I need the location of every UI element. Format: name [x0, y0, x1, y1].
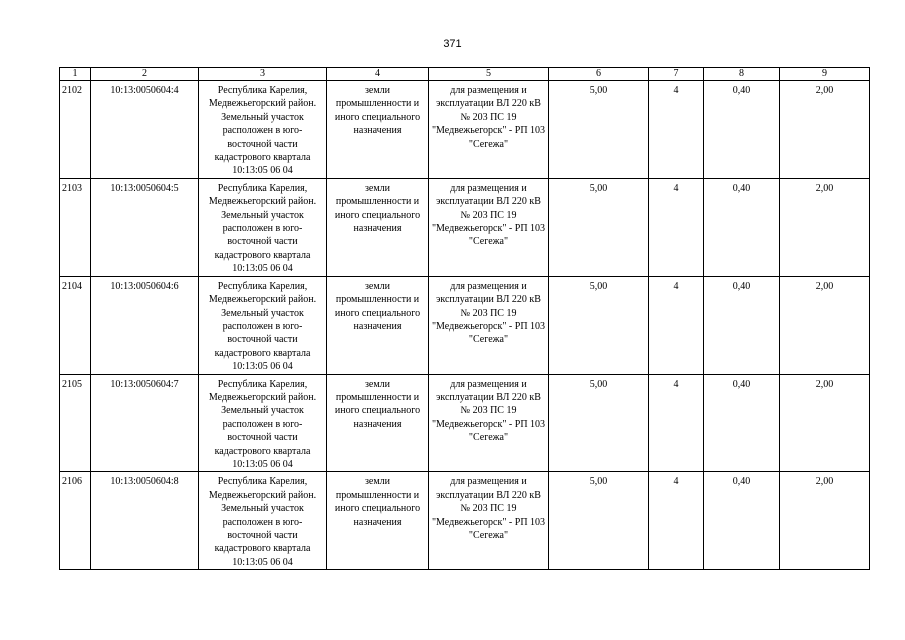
value-cell-6: 5,00	[549, 276, 649, 374]
table-row	[60, 81, 870, 179]
table-row	[60, 178, 870, 276]
location-cell: Республика Карелия, Медвежьегорский район. Земельный участок расположен в юго-восточной части кадастрового квартала 10:13:05 06 04	[199, 472, 327, 570]
value-cell-8: 0,40	[704, 276, 780, 374]
column-header: 7	[649, 68, 704, 81]
land-category-cell: земли промышленности и иного специального назначения	[327, 81, 429, 179]
row-number-cell: 2106	[60, 472, 91, 570]
column-header: 6	[549, 68, 649, 81]
cadastral-number-cell: 10:13:0050604:4	[91, 81, 199, 179]
value-cell-8: 0,40	[704, 178, 780, 276]
table-header-row	[60, 68, 870, 81]
value-cell-9: 2,00	[780, 374, 870, 472]
value-cell-9: 2,00	[780, 81, 870, 179]
row-number-cell: 2104	[60, 276, 91, 374]
value-cell-6: 5,00	[549, 81, 649, 179]
column-header: 5	[429, 68, 549, 81]
row-number-cell: 2103	[60, 178, 91, 276]
row-number-cell: 2105	[60, 374, 91, 472]
permitted-use-cell: для размещения и эксплуатации ВЛ 220 кВ № 203 ПС 19 "Медвежьегорск" - РП 103 "Сегежа"	[429, 472, 549, 570]
column-header: 2	[91, 68, 199, 81]
land-category-cell: земли промышленности и иного специального назначения	[327, 374, 429, 472]
table-row	[60, 276, 870, 374]
land-category-cell: земли промышленности и иного специального назначения	[327, 472, 429, 570]
row-number-cell: 2102	[60, 81, 91, 179]
permitted-use-cell: для размещения и эксплуатации ВЛ 220 кВ № 203 ПС 19 "Медвежьегорск" - РП 103 "Сегежа"	[429, 374, 549, 472]
value-cell-7: 4	[649, 178, 704, 276]
value-cell-8: 0,40	[704, 81, 780, 179]
column-header: 3	[199, 68, 327, 81]
value-cell-9: 2,00	[780, 472, 870, 570]
column-header: 8	[704, 68, 780, 81]
cadastral-number-cell: 10:13:0050604:5	[91, 178, 199, 276]
permitted-use-cell: для размещения и эксплуатации ВЛ 220 кВ № 203 ПС 19 "Медвежьегорск" - РП 103 "Сегежа"	[429, 81, 549, 179]
cadastral-number-cell: 10:13:0050604:6	[91, 276, 199, 374]
permitted-use-cell: для размещения и эксплуатации ВЛ 220 кВ № 203 ПС 19 "Медвежьегорск" - РП 103 "Сегежа"	[429, 276, 549, 374]
page-number: 371	[443, 38, 462, 50]
value-cell-8: 0,40	[704, 374, 780, 472]
cadastral-number-cell: 10:13:0050604:7	[91, 374, 199, 472]
cadastral-number-cell: 10:13:0050604:8	[91, 472, 199, 570]
column-header: 9	[780, 68, 870, 81]
land-category-cell: земли промышленности и иного специального назначения	[327, 178, 429, 276]
value-cell-9: 2,00	[780, 276, 870, 374]
land-plots-table	[59, 67, 870, 570]
column-header: 4	[327, 68, 429, 81]
value-cell-6: 5,00	[549, 374, 649, 472]
location-cell: Республика Карелия, Медвежьегорский район. Земельный участок расположен в юго-восточной части кадастрового квартала 10:13:05 06 04	[199, 178, 327, 276]
value-cell-7: 4	[649, 276, 704, 374]
location-cell: Республика Карелия, Медвежьегорский район. Земельный участок расположен в юго-восточной части кадастрового квартала 10:13:05 06 04	[199, 374, 327, 472]
location-cell: Республика Карелия, Медвежьегорский район. Земельный участок расположен в юго-восточной части кадастрового квартала 10:13:05 06 04	[199, 81, 327, 179]
value-cell-7: 4	[649, 81, 704, 179]
value-cell-6: 5,00	[549, 472, 649, 570]
location-cell: Республика Карелия, Медвежьегорский район. Земельный участок расположен в юго-восточной части кадастрового квартала 10:13:05 06 04	[199, 276, 327, 374]
value-cell-8: 0,40	[704, 472, 780, 570]
land-category-cell: земли промышленности и иного специального назначения	[327, 276, 429, 374]
permitted-use-cell: для размещения и эксплуатации ВЛ 220 кВ № 203 ПС 19 "Медвежьегорск" - РП 103 "Сегежа"	[429, 178, 549, 276]
table-row	[60, 472, 870, 570]
value-cell-6: 5,00	[549, 178, 649, 276]
column-header: 1	[60, 68, 91, 81]
value-cell-9: 2,00	[780, 178, 870, 276]
value-cell-7: 4	[649, 374, 704, 472]
table-row	[60, 374, 870, 472]
value-cell-7: 4	[649, 472, 704, 570]
